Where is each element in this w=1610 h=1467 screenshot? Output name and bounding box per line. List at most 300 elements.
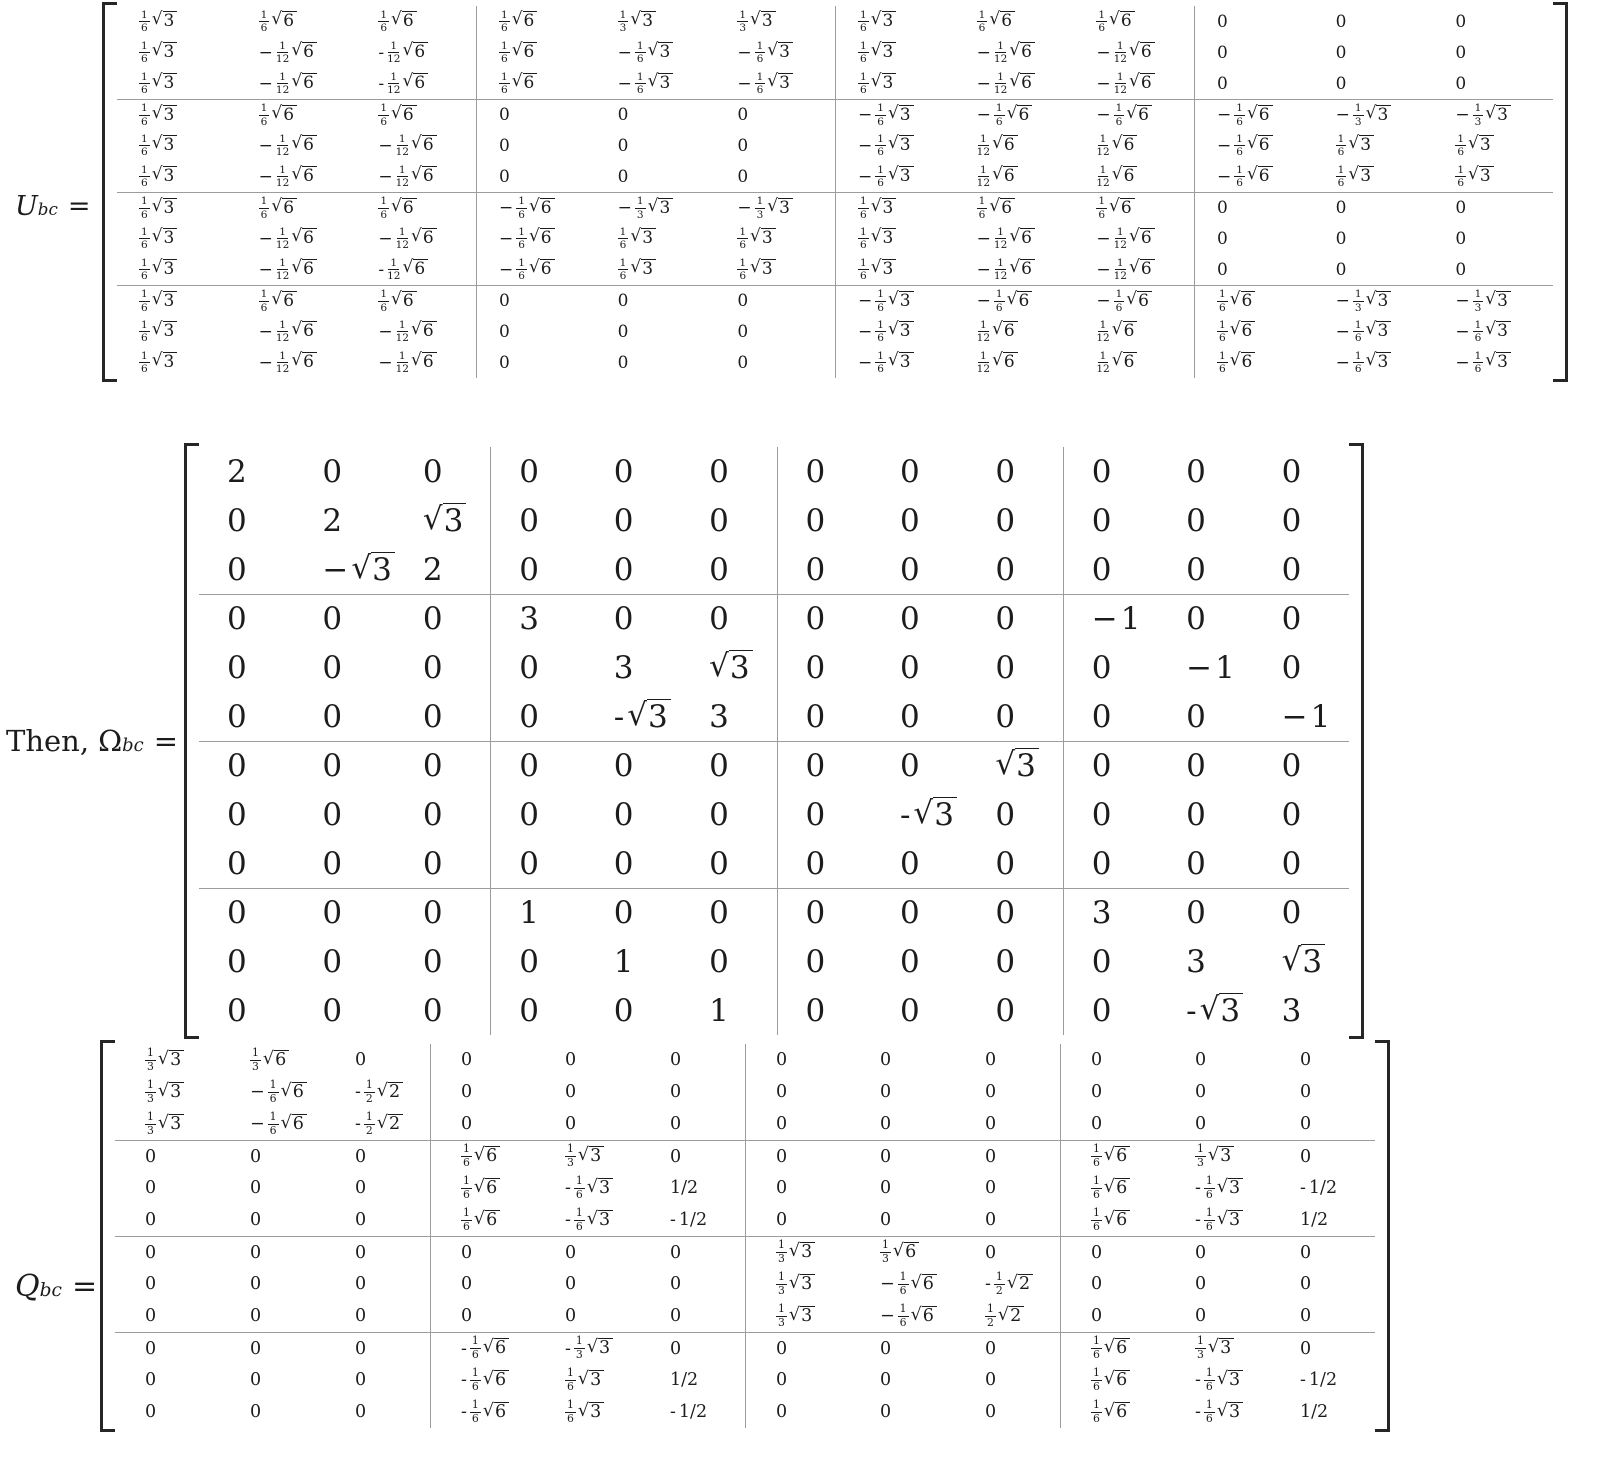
matrix-cell: [1254, 447, 1349, 496]
fraction-numerator: 1: [1474, 318, 1482, 331]
matrix-cell: [745, 1108, 850, 1140]
matrix-cell: [1165, 1236, 1270, 1268]
fraction-denominator: 6: [859, 270, 867, 282]
matrix-cell: [1165, 1076, 1270, 1108]
sqrt-radical: [152, 42, 178, 62]
radicand: 6: [413, 73, 428, 93]
fraction-denominator: 6: [567, 1379, 574, 1393]
fraction: [396, 133, 409, 159]
fraction-denominator: 12: [993, 270, 1008, 282]
matrix-cell: [490, 643, 585, 692]
matrix-cell: [325, 1268, 430, 1300]
fraction-numerator: 1: [518, 195, 525, 208]
matrix-cell: [835, 68, 955, 99]
sqrt-radical: [888, 135, 914, 155]
sqrt-radical: [911, 1306, 937, 1327]
fraction-denominator: 6: [636, 84, 644, 96]
matrix-cell: [745, 1300, 850, 1332]
cell-text: 0: [709, 845, 729, 882]
sqrt-radical: [529, 259, 555, 279]
cell-text: 0: [985, 1242, 997, 1263]
matrix-cell: [115, 1364, 220, 1396]
fraction-numerator: 1: [1116, 225, 1124, 238]
fraction-numerator: 1: [1218, 318, 1226, 331]
fraction: [977, 9, 988, 35]
cell-text: 0: [899, 502, 920, 539]
radical-sign: √: [1229, 350, 1241, 371]
fraction-denominator: 12: [976, 363, 991, 375]
fraction-denominator: 12: [976, 177, 991, 189]
radicand: 6: [1017, 291, 1032, 311]
matrix-grid-omega: [199, 443, 1349, 1039]
matrix-cell: [640, 1140, 745, 1172]
matrix-cell: [476, 130, 596, 161]
matrix-cell: [955, 1300, 1060, 1332]
matrix-cell: [1060, 1204, 1165, 1236]
cell-text: 0: [145, 1242, 157, 1263]
matrix-cell: [640, 1108, 745, 1140]
matrix-cell: [872, 545, 967, 594]
radicand: 3: [658, 73, 673, 93]
fraction-numerator: 1: [1474, 288, 1482, 301]
matrix-cell: [955, 37, 1075, 68]
fraction-denominator: 6: [500, 84, 508, 96]
matrix-cell: [356, 37, 476, 68]
radical-sign: √: [647, 71, 659, 92]
matrix-cell: [1194, 130, 1314, 161]
radical-sign: √: [151, 350, 163, 371]
matrix-cell: [1433, 37, 1553, 68]
radicand: 6: [282, 105, 297, 125]
cell-text: 0: [498, 352, 510, 373]
radicand: 3: [163, 105, 178, 125]
radicand: 3: [899, 166, 914, 186]
fraction-denominator: 6: [859, 53, 867, 65]
radicand: 6: [922, 1274, 937, 1295]
fraction: [387, 40, 400, 66]
radicand: 3: [1479, 135, 1494, 155]
matrix-cell: [1433, 347, 1553, 378]
radical-sign: √: [271, 288, 283, 309]
fraction-denominator: 6: [899, 1315, 907, 1329]
fraction: [737, 257, 748, 283]
matrix-cell: [1074, 223, 1194, 254]
cell-text: 0: [1216, 259, 1228, 280]
minus-sign: -: [461, 1402, 467, 1422]
minus-sign: −: [1335, 105, 1350, 125]
cell-text: 0: [355, 1402, 367, 1422]
minus-sign: −: [976, 291, 991, 311]
sqrt-radical: [1126, 288, 1152, 311]
matrix-cell: [967, 839, 1062, 888]
sqrt-radical: [992, 166, 1018, 186]
radical-sign: √: [647, 40, 659, 61]
radical-sign: √: [887, 288, 899, 309]
matrix-cell: [1254, 643, 1349, 692]
fraction: [139, 319, 150, 345]
radical-sign: √: [1103, 1400, 1116, 1421]
radical-sign: √: [482, 1400, 494, 1421]
matrix-cell: [325, 1140, 430, 1172]
matrix-cell: [395, 594, 490, 643]
cell-text: 0: [995, 845, 1016, 882]
minus-sign: −: [976, 259, 991, 280]
fraction-denominator: 12: [1096, 332, 1110, 344]
matrix-cell: [476, 37, 596, 68]
fraction: [396, 350, 409, 376]
fraction-denominator: 6: [756, 84, 764, 96]
cell-text: 0: [227, 502, 247, 539]
matrix-cell: [115, 1108, 220, 1140]
radical-sign: √: [410, 319, 422, 340]
radicand: 6: [540, 198, 555, 218]
radicand: 6: [485, 1146, 500, 1167]
minus-sign: −: [1096, 105, 1111, 125]
fraction: [259, 288, 270, 314]
matrix-cell: [535, 1204, 640, 1236]
matrix-cell: [955, 1204, 1060, 1236]
matrix-cell: [490, 741, 585, 790]
cell-text: 0: [880, 1146, 892, 1167]
cell-text: 0: [805, 992, 826, 1029]
radical-sign: √: [151, 288, 163, 309]
cell-text: 0: [709, 895, 729, 931]
matrix-cell: [430, 1396, 535, 1428]
matrix-cell: [1158, 496, 1253, 545]
fraction-denominator: 6: [1098, 22, 1106, 34]
sqrt-radical: [1208, 1146, 1234, 1167]
radicand: 3: [163, 135, 178, 155]
fraction-numerator: 1: [1337, 132, 1345, 145]
radical-sign: √: [157, 1112, 170, 1133]
sqrt-radical: [587, 1178, 613, 1199]
matrix-cell: [745, 1076, 850, 1108]
matrix-cell: [850, 1236, 955, 1268]
fraction-numerator: 1: [636, 39, 644, 52]
fraction-numerator: 1: [500, 39, 508, 52]
fraction-denominator: 6: [1205, 1219, 1213, 1233]
matrix-cell: [1063, 790, 1158, 839]
matrix-cell: [835, 285, 955, 316]
fraction-numerator: 1: [1205, 1365, 1213, 1379]
matrix-cell: [967, 790, 1062, 839]
matrix-cell: [1314, 285, 1434, 316]
radicand: 3: [598, 1338, 613, 1359]
matrix-cell: [117, 254, 237, 285]
radical-sign: √: [151, 319, 163, 340]
radical-sign: √: [1009, 226, 1021, 247]
cell-text: 0: [355, 1210, 367, 1230]
fraction: [259, 195, 270, 221]
matrix-cell: [640, 1300, 745, 1332]
sqrt-radical: [158, 1082, 184, 1103]
radical-sign: √: [157, 1048, 170, 1069]
sqrt-radical: [158, 1050, 184, 1071]
radical-sign: √: [291, 133, 303, 154]
radicand: 6: [1003, 135, 1018, 155]
fraction-denominator: 6: [1093, 1219, 1100, 1233]
fraction-numerator: 1: [778, 1238, 785, 1252]
matrix-cell: [1158, 545, 1253, 594]
cell-text: 0: [880, 1082, 892, 1102]
radicand: 3: [899, 352, 914, 372]
radical-sign: √: [1348, 133, 1360, 154]
sqrt-radical: [1104, 1178, 1130, 1199]
matrix-cell: [356, 130, 476, 161]
matrix-grid-ubc: [117, 2, 1553, 382]
fraction: [1204, 1175, 1215, 1202]
cell-text: 0: [145, 1274, 157, 1294]
left-bracket: [184, 443, 199, 1039]
matrix-cell: [967, 888, 1062, 937]
cell-text: 0: [995, 698, 1016, 735]
matrix-cell: [777, 937, 872, 986]
matrix-cell: [1194, 254, 1314, 285]
minus-sign: −: [1216, 135, 1232, 156]
fraction-denominator: 6: [269, 1123, 277, 1137]
cell-text: 0: [899, 992, 920, 1029]
cell-text: 0: [1091, 551, 1112, 588]
minus-sign: −: [1335, 291, 1350, 311]
matrix-cell: [395, 496, 490, 545]
sqrt-radical: [871, 228, 897, 248]
fraction: [1204, 1207, 1215, 1234]
matrix-cell: [1270, 1268, 1375, 1300]
cell-text: 0: [709, 502, 729, 539]
fraction: [565, 1399, 576, 1426]
matrix-cell: [476, 316, 596, 347]
radicand: 3: [163, 166, 178, 186]
cell-text: 0: [1281, 796, 1302, 833]
fraction-numerator: 1: [1337, 163, 1345, 176]
cell-text: 0: [670, 1274, 682, 1294]
fraction: [875, 164, 886, 190]
fraction-numerator: 1: [877, 288, 884, 301]
sqrt-radical: [391, 11, 417, 31]
matrix-cell: [220, 1204, 325, 1236]
cell-text: 0: [899, 551, 920, 588]
radicand: 6: [1003, 352, 1018, 372]
cell-text: 0: [776, 1082, 788, 1102]
fraction: [618, 9, 629, 35]
sqrt-radical: [1104, 1338, 1130, 1359]
fraction-denominator: 6: [1457, 177, 1465, 189]
cell-text: 0: [355, 1050, 367, 1070]
radical-sign: √: [410, 133, 422, 154]
cell-text: 0: [985, 1402, 997, 1422]
radicand: 3: [882, 228, 897, 248]
fraction-numerator: 1: [398, 349, 406, 362]
cell-text: 0: [250, 1146, 262, 1167]
fraction-denominator: 6: [1474, 363, 1482, 375]
cell-text: 0: [1186, 748, 1206, 784]
cell-text: 0: [613, 748, 634, 784]
matrix-cell: [220, 1364, 325, 1396]
sqrt-radical: [1009, 259, 1035, 279]
minus-sign: −: [1335, 352, 1350, 373]
matrix-cell: [117, 347, 237, 378]
radicand: 6: [302, 166, 317, 186]
cell-text: 0: [498, 291, 510, 311]
cell-text: 0: [422, 453, 443, 490]
sqrt-radical: [152, 321, 178, 341]
radicand: 3: [641, 259, 656, 279]
cell-text: 0: [1186, 796, 1206, 833]
minus-sign: −: [258, 352, 273, 373]
sqrt-radical: [1230, 352, 1256, 372]
minus-sign: −: [1091, 601, 1118, 637]
fraction: [259, 9, 270, 35]
cell-text: 0: [613, 551, 634, 588]
matrix-cell: [1063, 496, 1158, 545]
minus-sign: −: [378, 135, 393, 156]
radicand: 6: [1140, 42, 1155, 62]
radical-sign: √: [511, 40, 523, 61]
matrix-cell: [1165, 1268, 1270, 1300]
fraction-numerator: 1: [1218, 288, 1226, 301]
radicand: 3: [1015, 748, 1039, 784]
radical-sign: √: [1103, 1176, 1116, 1197]
matrix-cell: [1158, 447, 1253, 496]
cell-text: 1: [519, 895, 540, 931]
matrix-cell: [850, 1300, 955, 1332]
fraction-denominator: 6: [1093, 1411, 1100, 1425]
fraction-numerator: 1: [141, 39, 148, 52]
matrix-cell: [1194, 68, 1314, 99]
fraction-numerator: 1: [252, 1045, 259, 1059]
minus-sign: -: [1300, 1370, 1306, 1390]
cell-text: 3: [613, 649, 634, 686]
sqrt-radical: [1009, 42, 1035, 62]
fraction-denominator: 6: [260, 301, 268, 314]
matrix-cell: [1074, 161, 1194, 192]
radical-sign: √: [627, 696, 647, 733]
sqrt-radical: [1366, 321, 1392, 341]
fraction-numerator: 1: [1354, 318, 1362, 331]
sqrt-radical: [291, 166, 317, 186]
cell-text: 0: [519, 649, 540, 686]
fraction-numerator: 1: [1474, 349, 1482, 362]
fraction: [364, 1111, 375, 1138]
cell-text: 2: [322, 502, 343, 539]
sqrt-radical: [291, 42, 317, 62]
cell-text: 0: [1195, 1114, 1207, 1134]
minus-sign: -: [1195, 1370, 1201, 1390]
cell-text: 0: [899, 601, 920, 637]
matrix-cell: [872, 692, 967, 741]
matrix-cell: [1270, 1396, 1375, 1428]
matrix-cell: [199, 790, 294, 839]
radical-sign: √: [992, 164, 1003, 185]
fraction-numerator: 1: [756, 70, 764, 83]
matrix-cell: [117, 161, 237, 192]
matrix-cell: [967, 692, 1062, 741]
fraction-numerator: 1: [877, 349, 884, 362]
matrix-cell: [1270, 1332, 1375, 1364]
matrix-cell: [535, 1300, 640, 1332]
radical-sign: √: [887, 102, 899, 123]
matrix-cell: [967, 741, 1062, 790]
matrix-cell: [220, 1332, 325, 1364]
matrix-cell: [1314, 130, 1434, 161]
fraction: [1096, 195, 1107, 221]
minus-sign: −: [258, 228, 273, 249]
fraction-numerator: 1: [141, 70, 148, 83]
matrix-cell: [1254, 888, 1349, 937]
cell-text: 0: [985, 1082, 997, 1102]
fraction-denominator: 6: [1115, 301, 1123, 314]
matrix-cell: [745, 1140, 850, 1172]
minus-sign: -: [565, 1210, 571, 1230]
cell-text: 0: [995, 551, 1016, 588]
cell-text: 0: [880, 1114, 892, 1134]
fraction-denominator: 6: [141, 84, 148, 96]
minus-sign: -: [985, 1274, 991, 1294]
matrix-cell: [850, 1172, 955, 1204]
fraction-numerator: 1: [1457, 132, 1465, 145]
matrix-cell: [596, 161, 716, 192]
radicand: 3: [1228, 1370, 1243, 1391]
fraction-numerator: 1: [380, 195, 388, 208]
minus-sign: −: [1096, 259, 1111, 280]
minus-sign: −: [498, 228, 514, 249]
fraction-denominator: 12: [275, 363, 290, 375]
cell-text: 0: [1281, 551, 1302, 588]
fraction: [396, 226, 409, 252]
fraction-denominator: 6: [567, 1411, 574, 1425]
fraction: [574, 1175, 585, 1202]
matrix-cell: [955, 68, 1075, 99]
matrix-cell: [430, 1236, 535, 1268]
fraction: [635, 71, 646, 97]
matrix-cell: [115, 1236, 220, 1268]
radicand: 6: [485, 1178, 500, 1199]
fraction: [858, 195, 869, 221]
cell-text: 0: [1455, 198, 1467, 218]
fraction-numerator: 1: [1236, 102, 1243, 115]
matrix-cell: [586, 447, 681, 496]
fraction-denominator: 6: [518, 239, 525, 251]
fraction-denominator: 6: [380, 22, 388, 34]
radical-sign: √: [1468, 164, 1479, 185]
radicand: 6: [1140, 259, 1155, 279]
fraction-numerator: 1: [398, 163, 406, 176]
radical-sign: √: [391, 102, 402, 123]
cell-text: 0: [565, 1114, 577, 1134]
fraction: [858, 40, 869, 66]
cell-text: 0: [805, 845, 826, 882]
fraction-denominator: 12: [395, 239, 409, 251]
fraction-numerator: 1: [471, 1334, 479, 1348]
radicand: 6: [1120, 11, 1135, 31]
matrix-cell: [586, 937, 681, 986]
matrix-cell: [237, 254, 357, 285]
fraction: [1455, 164, 1466, 190]
minus-sign: −: [250, 1114, 265, 1134]
matrix-cell: [1074, 192, 1194, 223]
matrix-cell: [777, 839, 872, 888]
fraction-numerator: 1: [859, 225, 867, 238]
fraction-numerator: 1: [518, 256, 525, 269]
fraction: [1353, 102, 1364, 128]
radicand: 3: [658, 198, 673, 218]
radicand: 6: [1137, 105, 1152, 125]
minus-sign: -: [670, 1402, 676, 1422]
radicand: 6: [494, 1338, 509, 1359]
matrix-cell: [955, 1396, 1060, 1428]
matrix-cell: [237, 316, 357, 347]
radical-sign: √: [870, 195, 882, 216]
